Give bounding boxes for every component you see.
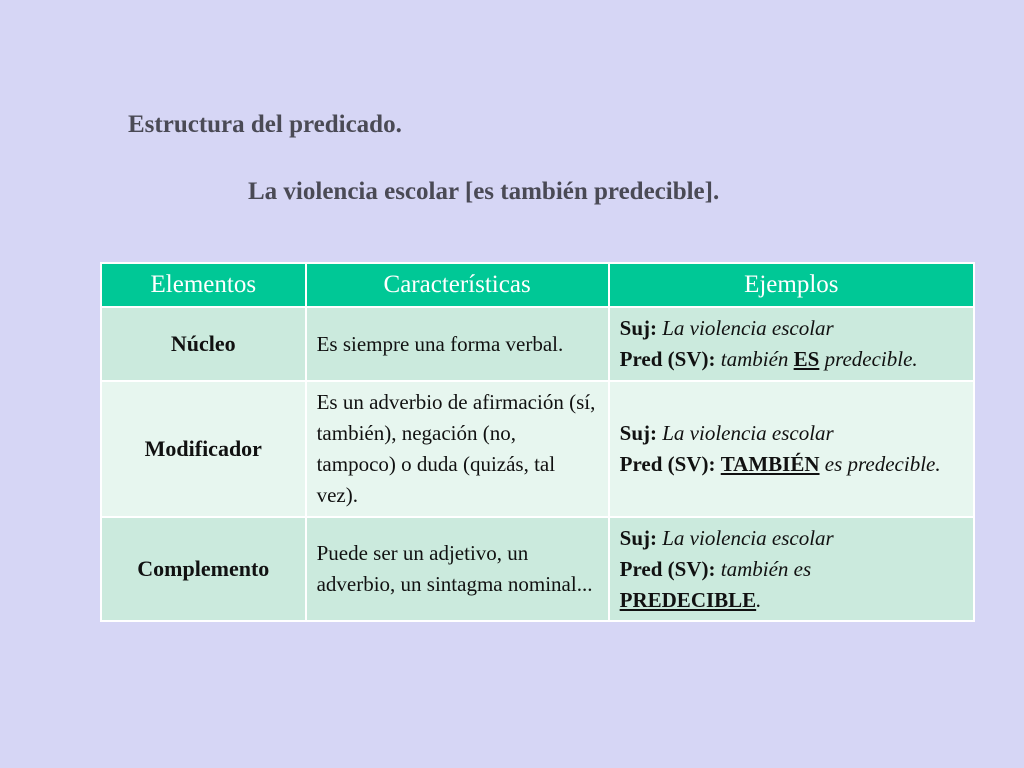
pred-after: es predecible.: [824, 452, 941, 476]
pred-after: .: [756, 587, 762, 612]
suj-text: La violencia escolar: [662, 421, 834, 445]
header-caracteristicas: Características: [306, 263, 609, 307]
header-ejemplos: Ejemplos: [609, 263, 974, 307]
element-cell: Complemento: [101, 517, 306, 621]
pred-highlight: PREDECIBLE: [619, 587, 757, 612]
example-sentence: La violencia escolar [es también predecible].: [248, 178, 720, 205]
suj-label: Suj:: [619, 421, 657, 445]
example-cell: [609, 381, 974, 517]
pred-before: también es: [720, 556, 812, 581]
pred-before: también: [720, 347, 789, 371]
predicate-structure-table: [100, 262, 975, 622]
table-row-complemento: [101, 517, 974, 621]
slide-title: Estructura del predicado.: [128, 111, 402, 138]
element-cell: Núcleo: [101, 307, 306, 381]
characteristic-cell: Es siempre una forma verbal.: [306, 307, 609, 381]
pred-label: Pred (SV):: [619, 556, 716, 581]
example-cell: [609, 517, 974, 621]
suj-text: La violencia escolar: [662, 316, 834, 340]
suj-text: La violencia escolar: [662, 525, 834, 550]
table-row-modificador: [101, 381, 974, 517]
pred-label: Pred (SV):: [619, 347, 716, 371]
element-cell: Modificador: [101, 381, 306, 517]
table-header-row: [101, 263, 974, 307]
pred-highlight: ES: [793, 347, 820, 371]
header-elementos: Elementos: [101, 263, 306, 307]
pred-highlight: TAMBIÉN: [720, 452, 820, 476]
pred-label: Pred (SV):: [619, 452, 716, 476]
characteristic-cell: Puede ser un adjetivo, un adverbio, un sintagma nominal...: [306, 517, 609, 621]
characteristic-cell: Es un adverbio de afirmación (sí, también), negación (no, tampoco) o duda (quizás, tal vez).: [306, 381, 609, 517]
table-row-nucleo: [101, 307, 974, 381]
suj-label: Suj:: [619, 316, 657, 340]
pred-after: predecible.: [824, 347, 918, 371]
example-cell: [609, 307, 974, 381]
suj-label: Suj:: [619, 525, 657, 550]
